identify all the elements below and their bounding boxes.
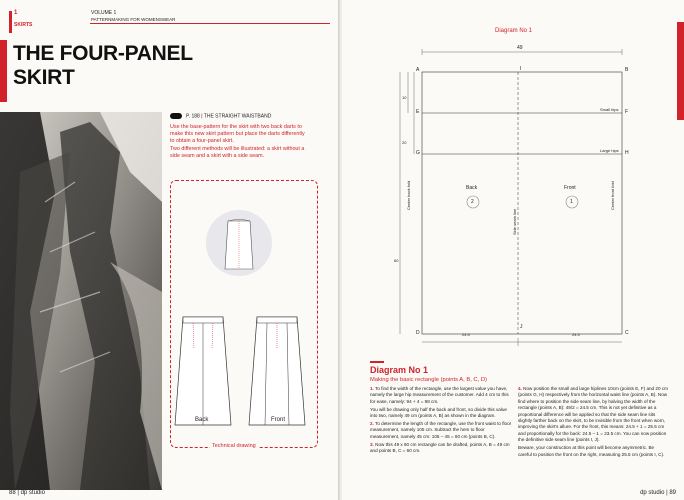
instructions-column-1 <box>370 386 512 456</box>
page-title <box>13 42 193 90</box>
intro-line: side seam and a skirt with a side seam. <box>170 152 265 159</box>
point-a: A <box>416 67 420 73</box>
point-c: C <box>625 330 629 336</box>
step-number: 2. <box>370 421 374 427</box>
step-number: 1. <box>370 386 374 391</box>
measure-front-width: 24.5 <box>572 332 580 337</box>
diagram-title: Diagram No 1 <box>495 28 533 34</box>
section-number: 1 <box>14 10 18 16</box>
measure-60: 60 <box>394 258 399 263</box>
center-back-label: Center back fold <box>406 180 411 210</box>
point-i: I <box>520 66 522 72</box>
section-subtitle: Making the basic rectangle (points A, B, C, D) <box>370 377 487 383</box>
step-1 <box>370 386 512 405</box>
intro-line: Use the base-pattern for the skirt with two back darts to <box>170 124 302 130</box>
volume-subtitle: PATTERNMAKING FOR WOMENSWEAR <box>91 17 176 22</box>
front-panel-label: Front <box>564 185 576 191</box>
side-seam-label: Side seam line <box>512 208 517 235</box>
title-accent <box>0 40 7 102</box>
point-f: F <box>625 109 629 115</box>
skirt-technical-drawing <box>171 181 317 447</box>
point-g: G <box>416 150 420 156</box>
step-text: To find the width of the rectangle, use the largest value you have, namely the large hip measurement of the customer. Add 4 cm to this for ease, namely: 94 + 4 = 98 cm. <box>370 386 509 404</box>
technical-drawing-frame <box>170 180 318 448</box>
large-hips-label: Large hips <box>600 148 619 153</box>
left-footer: 88 | dp studio <box>9 490 45 496</box>
section-marker <box>9 11 12 33</box>
step-number: 3. <box>370 441 374 447</box>
front-label: Front <box>271 417 286 423</box>
section-title: Diagram No 1 <box>370 365 429 375</box>
back-panel-number: 2 <box>471 199 474 205</box>
fashion-photo <box>0 112 162 490</box>
step-text: Now position the small and large hiplines 10cm (points E, F) and 20 cm (points G, H) respectively from the horizontal waist line (points A, B). Now find where to position the side seam line, by halving the width of the rectangle (points A, B): 49/2 = 24.5 cm. This is not yet definitive as a proportional difference will be applied so that the side seam line sits slightly farther back on the skirt, to be invisible from the front when worn, improving the skirt's allure. For the front, this means: 24.5 + 1 = 25.5 cm and proportionally for the back: 24.5 – 1 = 23.5 cm. You can now position the definitive side seam line (points I, J). <box>518 386 668 443</box>
pattern-diagram <box>342 0 684 360</box>
measure-width: 49 <box>517 45 523 51</box>
point-j: J <box>520 324 523 330</box>
right-footer: dp studio | 89 <box>640 490 676 496</box>
measure-10: 10 <box>402 95 407 100</box>
intro-line: to obtain a four-panel skirt. <box>170 138 234 145</box>
intro-line: Two different methods will be illustrated: a skirt without a <box>170 145 305 152</box>
cross-reference <box>170 113 271 119</box>
front-panel-number: 1 <box>570 199 573 205</box>
step-4 <box>518 386 668 444</box>
small-hips-label: Small hips <box>600 107 619 112</box>
reference-text: P. 188 | THE STRAIGHT WAISTBAND <box>186 113 272 120</box>
section-name: SKIRTS <box>14 22 33 28</box>
right-page <box>342 0 684 500</box>
back-label: Back <box>195 417 209 423</box>
back-panel-label: Back <box>466 185 478 191</box>
intro-line: make this new skirt pattern but place the darts differently <box>170 131 305 138</box>
step-text: You will be drawing only half the back and front, so divide this value into two, namely 49 cm (points A, B) as shown in the diagram. <box>370 406 507 419</box>
step-text: To determine the length of the rectangle, use the front waist to floor measurement, namely 105 cm. Subtract the hem to floor measurement, namely 45 cm: 105 – 45 = 60 cm (points B, C). <box>370 421 512 439</box>
measure-20: 20 <box>402 140 407 145</box>
reference-icon <box>170 113 182 119</box>
point-b: B <box>625 67 629 73</box>
left-page <box>0 0 340 500</box>
point-e: E <box>416 109 420 115</box>
step-2 <box>370 421 512 440</box>
point-h: H <box>625 150 629 156</box>
step-number: 4. <box>518 386 522 391</box>
header-rule <box>90 23 330 24</box>
instructions-column-2 <box>518 386 668 459</box>
step-4b <box>518 445 668 458</box>
step-text: Beware, your construction at this point will become asymmetric. Be careful to position the front on the right, measuring 25.5 cm (points I, C). <box>518 445 665 457</box>
center-front-label: Center front fold <box>610 181 615 210</box>
volume-label: VOLUME 1 <box>91 10 117 16</box>
step-3 <box>370 442 512 455</box>
measure-back-width: 24.5 <box>462 332 470 337</box>
title-line-1: THE FOUR-PANEL <box>13 42 193 65</box>
section-accent <box>370 361 384 363</box>
step-1b <box>370 407 512 420</box>
title-line-2: SKIRT <box>13 66 75 89</box>
intro-text <box>170 124 330 160</box>
step-text: Now this 49 x 60 cm rectangle can be drafted, points A, B = 49 cm and points B, C = 60 cm. <box>370 441 510 454</box>
drawing-caption: Technical drawing <box>212 443 256 449</box>
point-d: D <box>416 330 420 336</box>
